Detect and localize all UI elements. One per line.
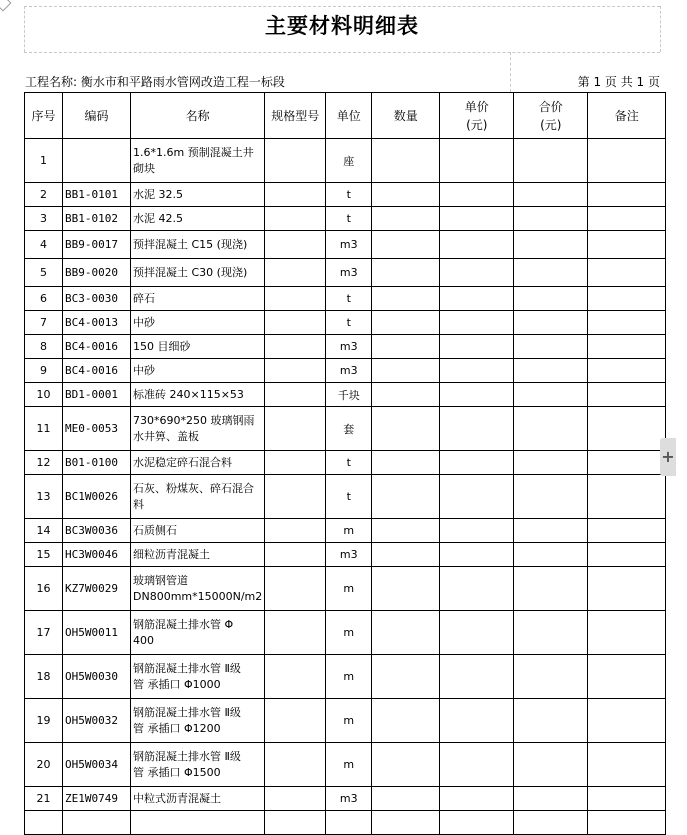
header-price-label: 单价: [464, 99, 489, 114]
row-number: 7: [25, 311, 63, 335]
row-code: BC4-0013: [63, 311, 131, 335]
row-unit: m3: [326, 231, 372, 259]
row-name: [131, 787, 265, 811]
project-name: 工程名称: 衡水市和平路雨水管网改造工程一标段: [25, 75, 285, 89]
row-spec: [265, 475, 326, 519]
row-code: BB9-0020: [63, 259, 131, 287]
row-remark: [588, 787, 666, 811]
row-qty: [372, 743, 440, 787]
row-qty: [372, 567, 440, 611]
row-name-line: 管 承插口 Φ1000: [133, 677, 221, 691]
row-number: 5: [25, 259, 63, 287]
header-row: [25, 93, 666, 139]
row-number: 15: [25, 543, 63, 567]
row-name-line: 标准砖 240×115×53: [133, 387, 244, 401]
row-total: [514, 287, 588, 311]
table-row: [25, 655, 666, 699]
row-number: 6: [25, 287, 63, 311]
row-qty: [372, 451, 440, 475]
row-unit: t: [326, 311, 372, 335]
row-total: [514, 383, 588, 407]
row-name-line: 钢筋混凝土排水管 Ⅱ级: [133, 705, 241, 719]
row-total: [514, 183, 588, 207]
table-row: [25, 139, 666, 183]
row-total: [514, 407, 588, 451]
row-unit: 座: [326, 139, 372, 183]
row-spec: [265, 335, 326, 359]
row-spec: [265, 311, 326, 335]
row-number: 19: [25, 699, 63, 743]
row-code: OH5W0011: [63, 611, 131, 655]
row-name-line: 细粒沥青混凝土: [133, 547, 210, 561]
row-name-line: DN800mm*15000N/m2: [133, 589, 263, 603]
row-qty: [372, 287, 440, 311]
row-remark: [588, 519, 666, 543]
row-code: BC4-0016: [63, 359, 131, 383]
empty-cell: [440, 811, 514, 835]
row-name: [131, 311, 265, 335]
row-name-line: 料: [133, 497, 144, 511]
empty-cell: [131, 811, 265, 835]
empty-cell: [265, 811, 326, 835]
row-remark: [588, 743, 666, 787]
row-spec: [265, 183, 326, 207]
row-number: 14: [25, 519, 63, 543]
row-name-line: 预拌混凝土 C30 (现浇): [133, 265, 248, 279]
row-name-line: 150 目细砂: [133, 339, 191, 353]
row-number: 10: [25, 383, 63, 407]
row-remark: [588, 231, 666, 259]
row-price: [440, 699, 514, 743]
row-code: BB1-0102: [63, 207, 131, 231]
row-code: BD1-0001: [63, 383, 131, 407]
page-guide-divider: [510, 52, 511, 92]
row-total: [514, 567, 588, 611]
empty-cell: [372, 811, 440, 835]
row-spec: [265, 655, 326, 699]
row-name: [131, 183, 265, 207]
row-unit: m3: [326, 787, 372, 811]
row-name-line: 中砂: [133, 315, 155, 329]
row-unit: 套: [326, 407, 372, 451]
row-name: [131, 383, 265, 407]
row-unit: t: [326, 207, 372, 231]
table-row: [25, 207, 666, 231]
table-row: [25, 699, 666, 743]
row-qty: [372, 183, 440, 207]
row-spec: [265, 231, 326, 259]
row-spec: [265, 787, 326, 811]
row-number: 4: [25, 231, 63, 259]
row-unit: t: [326, 183, 372, 207]
page-guide-top: [24, 6, 660, 7]
row-unit: t: [326, 475, 372, 519]
row-number: 8: [25, 335, 63, 359]
row-name-line: 中粒式沥青混凝土: [133, 791, 221, 805]
row-remark: [588, 383, 666, 407]
row-spec: [265, 451, 326, 475]
row-name-line: 730*690*250 玻璃钢雨: [133, 413, 255, 427]
row-unit: m: [326, 743, 372, 787]
row-name-line: 钢筋混凝土排水管 Ⅱ级: [133, 749, 241, 763]
row-spec: [265, 139, 326, 183]
row-unit: m: [326, 611, 372, 655]
row-total: [514, 611, 588, 655]
row-unit: m: [326, 519, 372, 543]
row-total: [514, 207, 588, 231]
row-remark: [588, 139, 666, 183]
row-code: B01-0100: [63, 451, 131, 475]
row-price: [440, 451, 514, 475]
table-row: [25, 567, 666, 611]
row-number: 13: [25, 475, 63, 519]
row-code: ME0-0053: [63, 407, 131, 451]
row-name-line: 玻璃钢管道: [133, 573, 188, 587]
row-total: [514, 335, 588, 359]
row-remark: [588, 335, 666, 359]
row-number: 3: [25, 207, 63, 231]
row-name-line: 石灰、粉煤灰、碎石混合: [133, 481, 254, 495]
row-name-line: 400: [133, 633, 154, 647]
row-remark: [588, 543, 666, 567]
row-spec: [265, 567, 326, 611]
page-guide-right: [660, 6, 661, 52]
empty-cell: [63, 811, 131, 835]
row-remark: [588, 407, 666, 451]
row-name-line: 管 承插口 Φ1200: [133, 721, 221, 735]
row-unit: 千块: [326, 383, 372, 407]
row-name: [131, 611, 265, 655]
table-row: [25, 383, 666, 407]
row-price: [440, 359, 514, 383]
row-name-line: 水泥稳定碎石混合料: [133, 455, 232, 469]
row-name: [131, 359, 265, 383]
row-name-line: 管 承插口 Φ1500: [133, 765, 221, 779]
row-code: HC3W0046: [63, 543, 131, 567]
row-total: [514, 451, 588, 475]
row-qty: [372, 359, 440, 383]
row-total: [514, 519, 588, 543]
row-name-line: 碎石: [133, 291, 155, 305]
row-unit: m: [326, 655, 372, 699]
row-qty: [372, 655, 440, 699]
table-row: [25, 611, 666, 655]
row-total: [514, 311, 588, 335]
table-row: [25, 311, 666, 335]
row-spec: [265, 259, 326, 287]
corner-handle-icon[interactable]: [0, 0, 11, 11]
row-name-line: 预拌混凝土 C15 (现浇): [133, 237, 248, 251]
row-code: OH5W0030: [63, 655, 131, 699]
row-spec: [265, 699, 326, 743]
row-code: KZ7W0029: [63, 567, 131, 611]
row-price: [440, 287, 514, 311]
row-price: [440, 743, 514, 787]
row-price: [440, 139, 514, 183]
row-code: [63, 139, 131, 183]
row-remark: [588, 207, 666, 231]
row-name-line: 钢筋混凝土排水管 Ⅱ级: [133, 661, 241, 675]
row-code: OH5W0034: [63, 743, 131, 787]
row-number: 2: [25, 183, 63, 207]
row-name-line: 砌块: [133, 161, 155, 175]
row-remark: [588, 359, 666, 383]
empty-cell: [588, 811, 666, 835]
row-code: BC3W0036: [63, 519, 131, 543]
row-qty: [372, 519, 440, 543]
row-remark: [588, 699, 666, 743]
header-no: 序号: [25, 93, 63, 139]
row-name: [131, 207, 265, 231]
row-number: 12: [25, 451, 63, 475]
header-name: 名称: [131, 93, 265, 139]
row-name-line: 中砂: [133, 363, 155, 377]
row-name: [131, 231, 265, 259]
row-spec: [265, 359, 326, 383]
row-name: [131, 567, 265, 611]
row-qty: [372, 311, 440, 335]
table-row: [25, 519, 666, 543]
row-qty: [372, 139, 440, 183]
page-info: 第 1 页 共 1 页: [577, 75, 660, 89]
table-row: [25, 451, 666, 475]
row-price: [440, 787, 514, 811]
row-name: [131, 407, 265, 451]
header-price: [440, 93, 514, 139]
row-remark: [588, 183, 666, 207]
row-number: 1: [25, 139, 63, 183]
table-row: [25, 287, 666, 311]
empty-cell: [326, 811, 372, 835]
table-row: [25, 787, 666, 811]
row-code: OH5W0032: [63, 699, 131, 743]
row-price: [440, 207, 514, 231]
row-price: [440, 231, 514, 259]
table-row: [25, 543, 666, 567]
row-name: [131, 699, 265, 743]
row-qty: [372, 231, 440, 259]
row-unit: m3: [326, 335, 372, 359]
row-qty: [372, 207, 440, 231]
row-spec: [265, 207, 326, 231]
row-name: [131, 475, 265, 519]
row-remark: [588, 311, 666, 335]
row-name-line: 水泥 32.5: [133, 187, 183, 201]
table-row: [25, 259, 666, 287]
row-price: [440, 611, 514, 655]
row-qty: [372, 543, 440, 567]
row-number: 18: [25, 655, 63, 699]
header-total-label: 合价: [538, 99, 563, 114]
row-name-line: 水泥 42.5: [133, 211, 183, 225]
table-row-empty: [25, 811, 666, 835]
row-name-line: 石质侧石: [133, 523, 177, 537]
row-price: [440, 475, 514, 519]
row-qty: [372, 611, 440, 655]
materials-table: [24, 92, 666, 835]
row-code: BC1W0026: [63, 475, 131, 519]
row-qty: [372, 383, 440, 407]
row-price: [440, 407, 514, 451]
header-spec: 规格型号: [265, 93, 326, 139]
row-total: [514, 475, 588, 519]
row-unit: t: [326, 287, 372, 311]
row-code: BB1-0101: [63, 183, 131, 207]
row-number: 21: [25, 787, 63, 811]
header-price-unit: (元): [466, 117, 488, 132]
row-unit: t: [326, 451, 372, 475]
table-row: [25, 231, 666, 259]
row-name: [131, 335, 265, 359]
row-name-line: 钢筋混凝土排水管 Φ: [133, 617, 234, 631]
row-name: [131, 451, 265, 475]
empty-cell: [514, 811, 588, 835]
table-row: [25, 359, 666, 383]
table-row: [25, 407, 666, 451]
row-price: [440, 519, 514, 543]
row-price: [440, 259, 514, 287]
header-total: [514, 93, 588, 139]
document-title: 主要材料明细表: [265, 14, 419, 38]
row-qty: [372, 259, 440, 287]
header-qty: 数量: [372, 93, 440, 139]
row-remark: [588, 611, 666, 655]
row-remark: [588, 287, 666, 311]
row-name: [131, 655, 265, 699]
row-number: 9: [25, 359, 63, 383]
row-unit: m: [326, 699, 372, 743]
row-remark: [588, 259, 666, 287]
empty-cell: [25, 811, 63, 835]
row-total: [514, 543, 588, 567]
row-remark: [588, 451, 666, 475]
row-price: [440, 567, 514, 611]
row-price: [440, 383, 514, 407]
expand-plus-icon[interactable]: +: [660, 438, 676, 476]
row-code: BC3-0030: [63, 287, 131, 311]
row-price: [440, 655, 514, 699]
row-name: [131, 259, 265, 287]
header-total-unit: (元): [540, 117, 562, 132]
row-spec: [265, 383, 326, 407]
header-code: 编码: [63, 93, 131, 139]
row-name-line: 水井箅、盖板: [133, 429, 199, 443]
row-unit: m3: [326, 359, 372, 383]
table-row: [25, 475, 666, 519]
row-name: [131, 743, 265, 787]
row-unit: m: [326, 567, 372, 611]
row-total: [514, 359, 588, 383]
row-number: 20: [25, 743, 63, 787]
row-spec: [265, 743, 326, 787]
table-row: [25, 743, 666, 787]
row-price: [440, 335, 514, 359]
row-name: [131, 287, 265, 311]
row-total: [514, 259, 588, 287]
row-code: BC4-0016: [63, 335, 131, 359]
row-number: 11: [25, 407, 63, 451]
row-spec: [265, 543, 326, 567]
row-qty: [372, 787, 440, 811]
header-remark: 备注: [588, 93, 666, 139]
row-number: 17: [25, 611, 63, 655]
row-remark: [588, 567, 666, 611]
row-qty: [372, 475, 440, 519]
row-price: [440, 183, 514, 207]
row-total: [514, 231, 588, 259]
row-price: [440, 543, 514, 567]
row-code: BB9-0017: [63, 231, 131, 259]
row-spec: [265, 519, 326, 543]
row-total: [514, 139, 588, 183]
table-row: [25, 335, 666, 359]
row-total: [514, 787, 588, 811]
row-unit: m3: [326, 543, 372, 567]
header-unit: 单位: [326, 93, 372, 139]
row-total: [514, 743, 588, 787]
row-spec: [265, 287, 326, 311]
row-price: [440, 311, 514, 335]
row-spec: [265, 611, 326, 655]
table-row: [25, 183, 666, 207]
row-name-line: 1.6*1.6m 预制混凝土井: [133, 145, 254, 159]
row-total: [514, 655, 588, 699]
row-qty: [372, 407, 440, 451]
row-name: [131, 519, 265, 543]
row-number: 16: [25, 567, 63, 611]
row-unit: m3: [326, 259, 372, 287]
row-qty: [372, 335, 440, 359]
page-guide-header: [24, 52, 660, 53]
row-remark: [588, 655, 666, 699]
row-remark: [588, 475, 666, 519]
row-total: [514, 699, 588, 743]
row-spec: [265, 407, 326, 451]
row-code: ZE1W0749: [63, 787, 131, 811]
row-name: [131, 543, 265, 567]
row-qty: [372, 699, 440, 743]
row-name: [131, 139, 265, 183]
